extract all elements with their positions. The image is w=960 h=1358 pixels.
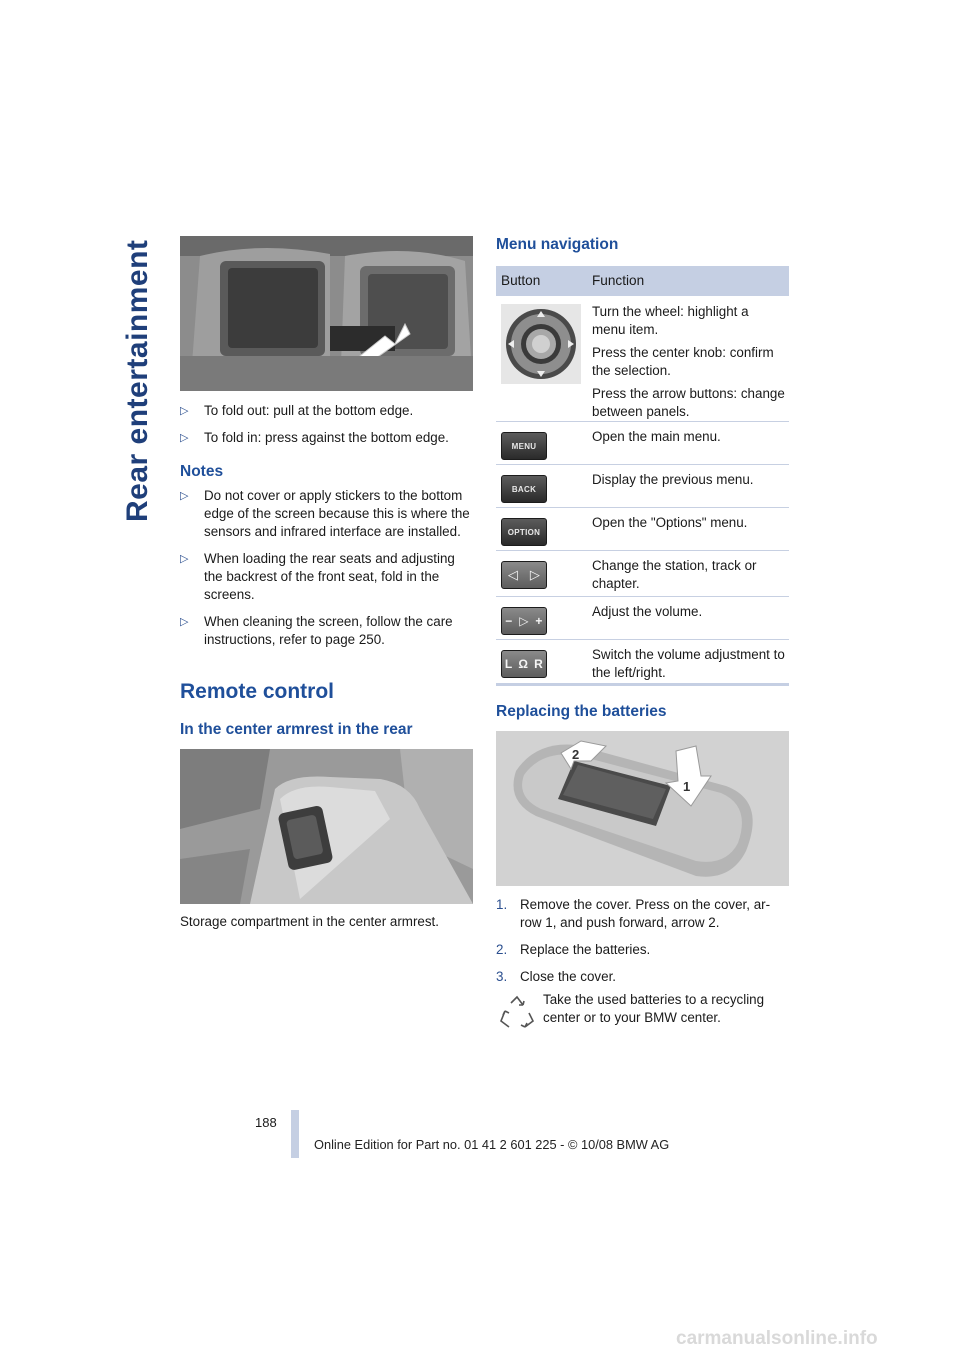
menu-button-icon: MENU: [501, 432, 547, 460]
table-bottom-rule: [496, 683, 789, 686]
table-row: [496, 640, 789, 684]
function-text: Display the previous menu.: [592, 472, 754, 487]
armrest-subheading: In the center armrest in the rear: [180, 721, 413, 738]
table-row: [496, 508, 789, 551]
table-row: [496, 296, 789, 422]
page-number: 188: [255, 1115, 277, 1130]
table-header: [496, 266, 789, 296]
function-text: Turn the wheel: highlight a menu item. Press the center knob: confirm the selection. Press the arrow buttons: change between panels.: [592, 304, 785, 419]
notes-heading: Notes: [180, 463, 224, 480]
function-text: Switch the volume adjustment to the left/right.: [592, 647, 785, 680]
table-row: [496, 422, 789, 465]
replacing-batteries-heading: Replacing the batteries: [496, 703, 667, 720]
rear-screen-photo: [180, 236, 473, 391]
triangle-bullet-icon: ▷: [180, 405, 189, 417]
function-text: Open the main menu.: [592, 429, 721, 444]
option-button-icon: OPTION: [501, 518, 547, 546]
function-text: Change the station, track or chapter.: [592, 558, 757, 591]
triangle-bullet-icon: ▷: [180, 432, 189, 444]
svg-text:1: 1: [683, 779, 691, 794]
column-header-button: Button: [501, 273, 541, 288]
edition-footer: Online Edition for Part no. 01 41 2 601 225 - © 10/08 BMW AG: [314, 1137, 670, 1152]
function-text: Adjust the volume.: [592, 604, 703, 619]
svg-text:2: 2: [572, 747, 580, 762]
left-right-volume-icon: L Ω R: [501, 650, 547, 678]
controller-knob-icon: [501, 304, 581, 384]
chapter-side-title: Rear entertainment: [121, 239, 154, 522]
remote-battery-photo: [496, 731, 789, 886]
station-track-buttons-icon: ◁ ▷: [501, 561, 547, 589]
triangle-bullet-icon: ▷: [180, 553, 189, 565]
function-text: Open the "Options" menu.: [592, 515, 748, 530]
footer-bar: [291, 1110, 299, 1158]
menu-navigation-table: [496, 266, 789, 684]
column-header-function: Function: [592, 273, 645, 288]
recycle-icon: [497, 993, 537, 1033]
watermark: carmanualsonline.info: [676, 1328, 878, 1349]
table-row: [496, 465, 789, 508]
menu-navigation-heading: Menu navigation: [496, 236, 619, 253]
triangle-bullet-icon: ▷: [180, 490, 189, 502]
recycle-note: Take the used batteries to a recycling center or to your BMW center.: [543, 992, 765, 1025]
remote-control-heading: Remote control: [180, 680, 335, 703]
table-row: [496, 551, 789, 597]
armrest-caption: Storage compartment in the center armrest.: [180, 914, 439, 929]
back-button-icon: BACK: [501, 475, 547, 503]
table-row: [496, 597, 789, 640]
triangle-bullet-icon: ▷: [180, 616, 189, 628]
armrest-photo: [180, 749, 473, 904]
volume-buttons-icon: − ▷ +: [501, 607, 547, 635]
